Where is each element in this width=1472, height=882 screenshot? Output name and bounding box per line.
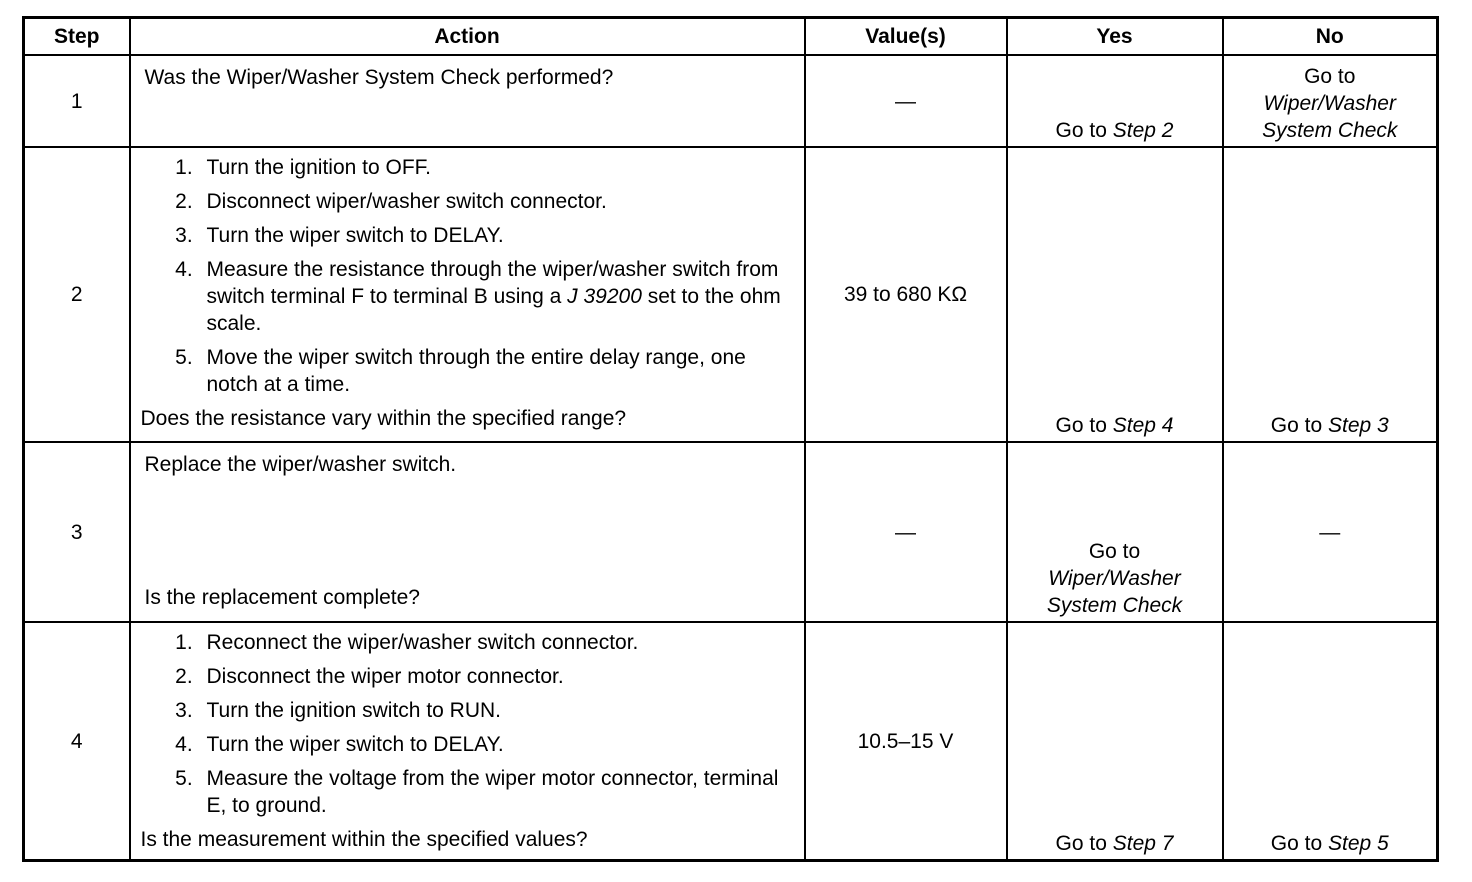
header-row — [24, 18, 1438, 56]
action-question: Does the resistance vary within the specified range? — [140, 407, 627, 430]
substep-item: 2. Disconnect the wiper motor connector. — [199, 663, 792, 690]
action-cell — [130, 442, 805, 622]
step-number: 3 — [24, 442, 130, 622]
goto-prefix: Go to — [1270, 832, 1323, 855]
action-question: Was the Wiper/Washer System Check performed? — [144, 66, 614, 89]
yes-cell — [1007, 442, 1223, 622]
action-cell — [130, 622, 805, 861]
goto-prefix: Go to — [1055, 119, 1107, 142]
substep-item: 5. Measure the voltage from the wiper motor connector, terminal E, to ground. — [199, 765, 792, 819]
action-cell — [130, 147, 805, 442]
header-action: Action — [130, 18, 805, 56]
header-no: No — [1223, 18, 1438, 56]
yes-cell — [1007, 622, 1223, 861]
step-number: 4 — [24, 622, 130, 861]
substep-item: 1. Turn the ignition to OFF. — [199, 154, 792, 181]
substep-item: 5. Move the wiper switch through the entire delay range, one notch at a time. — [199, 344, 792, 398]
action-instruction: Replace the wiper/washer switch. — [144, 453, 457, 476]
no-cell — [1223, 55, 1438, 147]
goto-prefix: Go to — [1055, 832, 1107, 855]
substep-text-suffix: set to the ohm scale. — [206, 285, 781, 335]
substep-item: 3. Turn the wiper switch to DELAY. — [199, 222, 792, 249]
step-number: 1 — [24, 55, 130, 147]
diagnostic-table — [22, 16, 1439, 862]
goto-target-link[interactable]: Wiper/Washer — [1048, 567, 1181, 590]
goto-target-link[interactable]: Step 2 — [1112, 119, 1174, 142]
header-step: Step — [24, 18, 130, 56]
header-yes: Yes — [1007, 18, 1223, 56]
table-row-step-2 — [24, 147, 1438, 442]
step-number: 2 — [24, 147, 130, 442]
goto-target-link[interactable]: Step 7 — [1112, 832, 1174, 855]
substep-item — [199, 256, 792, 337]
value-cell: 10.5–15 V — [805, 622, 1007, 861]
table-row-step-4 — [24, 622, 1438, 861]
table-row-step-3 — [24, 442, 1438, 622]
goto-target-link[interactable]: Step 3 — [1328, 414, 1389, 437]
substep-list — [141, 154, 792, 398]
header-values: Value(s) — [805, 18, 1007, 56]
yes-cell — [1007, 55, 1223, 147]
goto-target-link[interactable]: System Check — [1262, 119, 1398, 142]
substep-list — [141, 629, 792, 819]
goto-target-link[interactable]: Step 5 — [1328, 832, 1389, 855]
substep-text: Measure the resistance through the wiper/washer switch from switch terminal F to terminal B using a — [206, 258, 779, 308]
goto-prefix: Go to — [1055, 414, 1107, 437]
yes-cell — [1007, 147, 1223, 442]
no-cell — [1223, 622, 1438, 861]
goto-prefix: Go to — [1270, 414, 1323, 437]
action-question: Is the replacement complete? — [144, 586, 420, 609]
value-cell: — — [805, 55, 1007, 147]
goto-target-link[interactable]: Step 4 — [1112, 414, 1174, 437]
action-question: Is the measurement within the specified values? — [140, 828, 588, 851]
value-cell: — — [805, 442, 1007, 622]
substep-item: 2. Disconnect wiper/washer switch connector. — [199, 188, 792, 215]
substep-item: 4. Turn the wiper switch to DELAY. — [199, 731, 792, 758]
tool-number: J 39200 — [567, 285, 642, 308]
value-cell: 39 to 680 KΩ — [805, 147, 1007, 442]
action-cell — [130, 55, 805, 147]
goto-target-link[interactable]: Wiper/Washer — [1263, 92, 1396, 115]
substep-item: 3. Turn the ignition switch to RUN. — [199, 697, 792, 724]
goto-prefix: Go to — [1304, 65, 1356, 88]
substep-item: 1. Reconnect the wiper/washer switch connector. — [199, 629, 792, 656]
goto-target-link[interactable]: System Check — [1046, 594, 1183, 617]
no-cell — [1223, 147, 1438, 442]
no-cell: — — [1223, 442, 1438, 622]
goto-prefix: Go to — [1088, 540, 1141, 563]
table-row-step-1 — [24, 55, 1438, 147]
